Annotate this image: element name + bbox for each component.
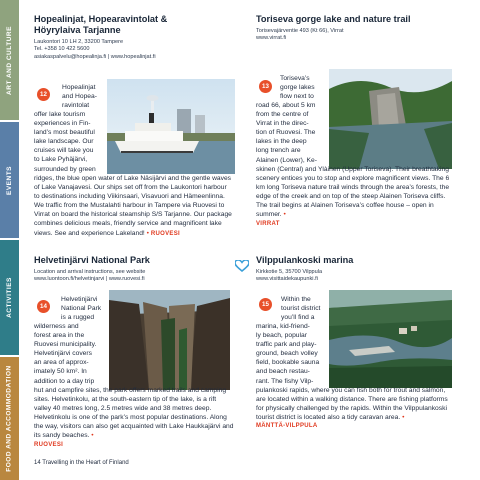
article-hopealinjat [34,14,230,61]
gorge-lake-photo [329,69,452,169]
steamship-photo [107,79,235,174]
contact-links[interactable]: asiakaspalvelu@hopealinja.fi | www.hopealinjat.fi [34,53,156,60]
heart-icon [235,259,249,271]
article-body: hut and campfire sites, the park offers marked trails and camping sites. Helvetinkolu, at the south-eastern tip of the lake, is a rift valley 40 metres long, 2.5 metres wide and 38 metres deep. Helvetinkolu is one of the park’s most popular destinations. Along the way, visitors can also get acquainted with Lake Haukkajärvi and its sandy beaches. • RUOVESI [34,386,234,450]
article-vilppulankoski [256,255,452,284]
marina-aerial-photo [329,290,452,388]
article-title: Helvetinjärvi National Park [34,255,150,265]
article-title: Hopealinjat, Hopearavintolat & Höyrylaiva Tarjanne [34,14,168,35]
contact-links[interactable]: www.virrat.fi [256,35,287,42]
number-badge-14: 14 [37,300,50,313]
page-number: 14 [34,460,41,466]
article-body-wrap-cont: marina, kid-friend- ly beach, popular traffic park and play- ground, beach volley field, bookable sauna and beach restau- rant. The fishy Vilp- [256,323,320,385]
section-sidebar [0,0,19,480]
article-address: Location and arrival instructions, see website www.luontoon.fi/helvetinjarvi | www.ruovesi.fi [34,269,230,284]
article-body-wrap: Hopealinjat and Hopea- ravintolat [62,84,97,110]
article-toriseva [256,14,452,43]
article-address: Torisevajärventie 493 (Kt 66), Virrat www.virrat.fi [256,28,452,43]
article-body-wrap: Helvetinjärvi National Park is a rugged [61,296,102,322]
number-badge-12: 12 [37,88,50,101]
article-title: Vilppulankoski marina [256,255,354,265]
article-body-wrap-cont: offer lake tourism experiences in Fin- land’s most beautiful lake landscape. Our cruises will take you to Lake Pyhäjärvi, surrounded by green [34,111,96,173]
article-body: ridges, the blue open water of Lake Näsijärvi and the gentle waves of Lake Vanajavesi. Our ships set off from the Laukontori harbour to destinations including Viikinsaari, Visavuori and Hämeenlinna. We traffic from the Mustalahti harbour in Tampere via Ruovesi to Virrat on board the historical steamship S/S Tarjanne. Our package combines delicious meals, friendly service and magnificent lake views. See and experience Lakeland! • RUOVESI [34,175,232,237]
rift-valley-photo [109,290,230,390]
contact-links[interactable]: www.visittaidekaupunki.fi [256,276,318,283]
article-body: skinen (Central) and Ylàinen (Upper Toriseva). Their breathtaking scenery entices you to stop and explore magnificent views. The 6 km long Toriseva nature trail winds through the area’s forests, the edge of the creek and on top of the steep Alainen Toriseva cliffs. The trail begins at Alainen Toriseva’s coffee house – open in summer. • VIRRAT [256,165,454,229]
article-helvetinjarvi [34,255,230,284]
article-body-wrap-cont: road 66, about 5 km from the centre of Virrat in the direc- tion of Ruovesi. The lakes in the deep long trench are Alainen (Lower), Ke- [256,102,317,164]
sidebar-events: EVENTS [0,122,19,238]
contact-links[interactable]: www.luontoon.fi/helvetinjarvi | www.ruovesi.fi [34,276,145,283]
article-body-wrap-cont: wilderness and forest area in the Ruovesi municipality. Helvetinjärvi covers an area of approx- imately 50 km². In addition to a day trip [34,323,97,385]
article-address: Laukontori 10 LH 2, 33200 Tampere Tel. +358 10 422 5600 asiakaspalvelu@hopealinja.fi | www.hopealinjat.fi [34,39,230,61]
location-tag: RUOVESI [34,441,64,448]
article-address: Kirkkotie 5, 35700 Vilppula www.visittaidekaupunki.fi [256,269,452,284]
article-body-wrap: Within the tourist district you’ll find a [281,296,321,322]
location-tag: VIRRAT [256,220,280,227]
article-title: Toriseva gorge lake and nature trail [256,14,411,24]
article-body-wrap: Toriseva’s gorge lakes flow next to [280,75,315,101]
sidebar-activities: ACTIVITIES [0,240,19,355]
article-body: pulankoski rapids, where you can fish both for trout and salmon, are located within a walking distance. There are fishing platforms for physically challenged by the rapids. Within the Vilppulankoski tourist district is located also a tidy caravan area. • MÄNTTÄ-VILPPULA [256,386,454,431]
number-badge-15: 15 [259,298,272,311]
page-footer [34,460,129,466]
location-tag: MÄNTTÄ-VILPPULA [256,423,318,430]
number-badge-13: 13 [259,80,272,93]
location-tag: RUOVESI [150,230,180,237]
sidebar-art-and-culture: ART AND CULTURE [0,0,19,120]
sidebar-food-and-accommodation: FOOD AND ACCOMMODATION [0,357,19,480]
publication-title: Travelling in the Heart of Finland [42,460,129,466]
